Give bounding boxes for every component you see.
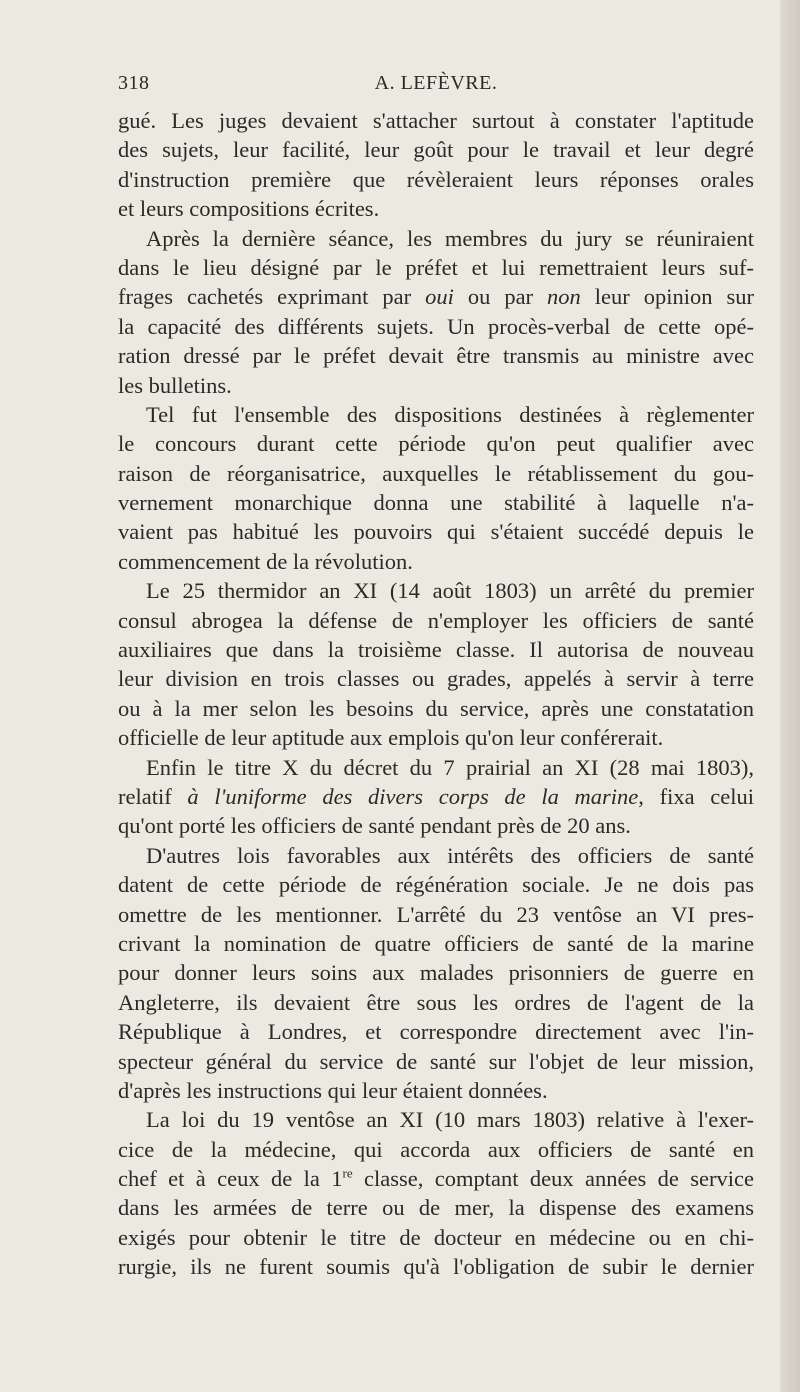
text-line [118, 723, 754, 752]
text-segment: Enfin le titre X du décret du 7 prairial an XI (28 mai 1803), [146, 754, 754, 780]
text-line [118, 576, 754, 605]
text-line [118, 1047, 754, 1076]
text-segment: crivant la nomination de quatre officiers de santé de la marine [118, 930, 754, 956]
text-line [118, 429, 754, 458]
text-line [118, 253, 754, 282]
text-segment: auxiliaires que dans la troisième classe. Il autorisa de nouveau [118, 637, 754, 663]
text-segment: consul abrogea la défense de n'employer les officiers de santé [118, 607, 754, 633]
text-line [118, 194, 754, 223]
text-segment: le concours durant cette période qu'on peut qualifier avec [118, 431, 754, 457]
text-line [118, 1252, 754, 1281]
text-segment: specteur général du service de santé sur l'objet de leur mission, [118, 1048, 754, 1074]
text-line [118, 870, 754, 899]
text-line [118, 1193, 754, 1222]
text-segment: relatif [118, 783, 188, 809]
text-line [118, 958, 754, 987]
running-title: A. LEFÈVRE. [374, 72, 498, 94]
text-segment: , fixa celui [638, 783, 754, 809]
body-text [118, 106, 754, 1282]
text-segment: rurgie, ils ne furent soumis qu'à l'obligation de subir le dernier [118, 1254, 754, 1280]
text-line [118, 135, 754, 164]
text-segment: La loi du 19 ventôse an XI (10 mars 1803) relative à l'exer- [146, 1107, 754, 1133]
text-line [118, 1076, 754, 1105]
page-header [118, 72, 754, 98]
text-segment: la capacité des différents sujets. Un procès-verbal de cette opé- [118, 313, 754, 339]
text-line [118, 988, 754, 1017]
text-segment: pour donner leurs soins aux malades prisonniers de guerre en [118, 960, 754, 986]
text-segment: leur division en trois classes ou grades, appelés à servir à terre [118, 666, 754, 692]
text-segment: commencement de la révolution. [118, 548, 413, 574]
text-line [118, 106, 754, 135]
text-segment: raison de réorganisatrice, auxquelles le rétablissement du gou- [118, 460, 754, 486]
text-segment: Tel fut l'ensemble des dispositions destinées à règlementer [146, 401, 754, 427]
text-segment: et leurs compositions écrites. [118, 196, 380, 222]
text-line [118, 782, 754, 811]
text-segment: omettre de les mentionner. L'arrêté du 23 ventôse an VI pres- [118, 901, 754, 927]
italic-text: non [547, 284, 581, 310]
page-number: 318 [118, 72, 150, 94]
text-segment: datent de cette période de régénération sociale. Je ne dois pas [118, 872, 754, 898]
text-line [118, 1135, 754, 1164]
text-line [118, 664, 754, 693]
text-segment: d'après les instructions qui leur étaient données. [118, 1077, 548, 1103]
text-segment: exigés pour obtenir le titre de docteur en médecine ou en chi- [118, 1224, 754, 1250]
text-segment: Après la dernière séance, les membres du jury se réuniraient [146, 225, 754, 251]
text-segment: ration dressé par le préfet devait être transmis au ministre avec [118, 343, 754, 369]
text-segment: gué. Les juges devaient s'attacher surtout à constater l'aptitude [118, 108, 754, 133]
text-segment: dans le lieu désigné par le préfet et lui remettraient leurs suf- [118, 254, 754, 280]
text-segment: dans les armées de terre ou de mer, la dispense des examens [118, 1195, 754, 1221]
text-segment: vaient pas habitué les pouvoirs qui s'étaient succédé depuis le [118, 519, 754, 545]
text-line [118, 694, 754, 723]
text-segment: classe, comptant deux années de service [352, 1166, 754, 1192]
text-segment: Le 25 thermidor an XI (14 août 1803) un arrêté du premier [146, 578, 754, 604]
text-line [118, 1223, 754, 1252]
text-line [118, 1017, 754, 1046]
text-line [118, 488, 754, 517]
text-segment: des sujets, leur facilité, leur goût pour le travail et leur degré [118, 137, 754, 163]
italic-text: oui [425, 284, 454, 310]
text-segment: vernement monarchique donna une stabilité à laquelle n'a- [118, 490, 754, 516]
text-line [118, 165, 754, 194]
text-line [118, 635, 754, 664]
text-line [118, 400, 754, 429]
text-segment: D'autres lois favorables aux intérêts des officiers de santé [146, 842, 754, 868]
text-line [118, 606, 754, 635]
text-segment: ou par [453, 284, 548, 310]
text-segment: leur opinion sur [580, 284, 754, 310]
text-line [118, 753, 754, 782]
text-segment: qu'ont porté les officiers de santé pendant près de 20 ans. [118, 813, 631, 839]
text-segment: cice de la médecine, qui accorda aux officiers de santé en [118, 1136, 754, 1162]
text-segment: d'instruction première que révèleraient leurs réponses orales [118, 166, 754, 192]
text-line [118, 900, 754, 929]
text-segment: officielle de leur aptitude aux emplois qu'on leur conférerait. [118, 725, 664, 751]
text-segment: République à Londres, et correspondre directement avec l'in- [118, 1019, 754, 1045]
text-segment: ou à la mer selon les besoins du service, après une constatation [118, 695, 754, 721]
text-line [118, 929, 754, 958]
text-line [118, 811, 754, 840]
text-line [118, 312, 754, 341]
italic-text: à l'uniforme des divers corps de la marine [187, 783, 639, 809]
text-line [118, 1105, 754, 1134]
superscript: re [342, 1165, 353, 1181]
text-segment: chef et à ceux de la 1 [118, 1166, 343, 1192]
text-line [118, 517, 754, 546]
text-line [118, 1164, 754, 1193]
text-segment: les bulletins. [118, 372, 232, 398]
text-line [118, 459, 754, 488]
text-line [118, 341, 754, 370]
page-edge [780, 0, 800, 1392]
text-line [118, 282, 754, 311]
text-segment: frages cachetés exprimant par [118, 284, 426, 310]
text-segment: Angleterre, ils devaient être sous les ordres de l'agent de la [118, 989, 754, 1015]
text-line [118, 841, 754, 870]
text-line [118, 371, 754, 400]
text-line [118, 547, 754, 576]
text-line [118, 224, 754, 253]
